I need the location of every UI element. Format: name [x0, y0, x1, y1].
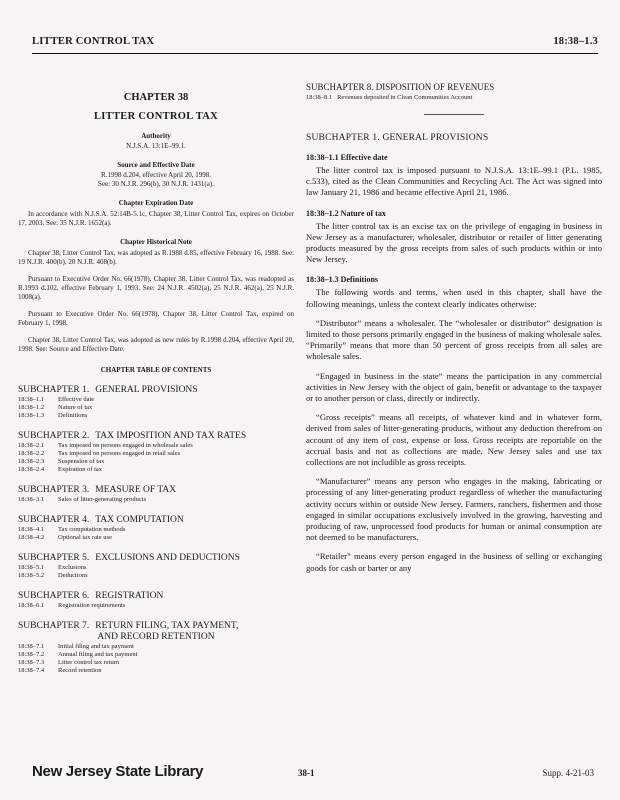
toc-item-title: Revenues deposited in Clean Communities Account	[337, 94, 473, 101]
toc-item	[18, 651, 294, 659]
toc-item-number: 18:38–7.4	[18, 667, 45, 674]
running-head-title: LITTER CONTROL TAX	[32, 36, 155, 47]
toc-item-title: Tax imposed on persons engaged in wholesale sales	[58, 442, 193, 449]
history-notes	[18, 249, 294, 354]
toc-item-number: 18:38–7.2	[18, 651, 45, 658]
toc-item	[18, 667, 294, 675]
toc-item	[18, 466, 294, 474]
toc-subchapter	[18, 553, 294, 564]
history-paragraph: Pursuant to Executive Order No. 66(1978), Chapter 38, Litter Control Tax, was readopted as R.1993 d.102, effective February 1, 1993. See: 24 N.J.R. 4502(a), 25 N.J.R. 462(a), 25 N.J.R. 1008(a).	[18, 275, 294, 301]
toc-item-number: 18:38–2.4	[18, 466, 45, 473]
toc-item-number: 18:38–1.2	[18, 404, 45, 411]
section-heading-1-2: 18:38–1.2 Nature of tax	[306, 208, 386, 218]
section-heading-1-1: 18:38–1.1 Effective date	[306, 153, 388, 162]
library-logo: New Jersey State Library	[32, 763, 204, 780]
toc-item	[18, 396, 294, 404]
section-divider	[424, 114, 484, 115]
toc-subchapter-title: TAX IMPOSITION AND TAX RATES	[95, 431, 247, 441]
toc-item-title: Exclusions	[58, 564, 87, 571]
section-text-1-2: The litter control tax is an excise tax on the privilege of engaging in business in New Jersey as a manufacturer, wholesaler, distributor or retailer of litter generating products measured by the gross receipts from sales of such products within or into New Jersey.	[306, 220, 602, 265]
toc-subchapter	[18, 515, 294, 526]
toc-subchapter-number: SUBCHAPTER 6.	[18, 591, 90, 601]
toc-subchapter-title: TAX COMPUTATION	[95, 515, 184, 525]
toc-subchapter-title: EXCLUSIONS AND DEDUCTIONS	[95, 553, 240, 563]
toc-item	[18, 643, 294, 651]
definition-distributor: “Distributor” means a wholesaler. The “wholesaler or distributor” designation is limited to those persons primarily engaged in the business of making wholesale sales. “Primarily” means that more than 50 percent of gross receipts from all sales are wholesale sales.	[306, 317, 602, 362]
toc-subchapter	[18, 591, 294, 602]
subchapter-8-heading: SUBCHAPTER 8. DISPOSITION OF REVENUES	[306, 82, 495, 92]
history-paragraph: Chapter 38, Litter Control Tax, was adopted as R.1988 d.85, effective February 16, 1988. See: 19 N.J.R. 400(b), 20 N.J.R. 408(b).	[18, 249, 294, 266]
toc-subchapter-title: REGISTRATION	[95, 591, 164, 601]
toc-item	[18, 458, 294, 466]
toc-item	[18, 526, 294, 534]
toc-item-title: Suspension of tax	[58, 458, 105, 465]
history-paragraph: Chapter 38, Litter Control Tax, was adopted as new rules by R.1998 d.204, effective April 20, 1998. See: Source and Effective Date.	[18, 336, 294, 353]
source-line-1: R.1998 d.204, effective April 20, 1998.	[101, 171, 211, 179]
toc-item-number: 18:38–5.1	[18, 564, 45, 571]
definition-retailer: “Retailer” means every person engaged in the business of selling or exchanging goods for cash or barter or any	[306, 551, 602, 573]
definition-gross-receipts: “Gross receipts” means all receipts, of whatever kind and in whatever form, derived from sales of litter-generating products, without any deduction therefrom on account of any item of cost, expense or loss. Gross receipts are reportable on the accrual basis and not as collections are made. New Jersey sales and use tax collections are not includible as gross receipts.	[306, 412, 602, 468]
history-paragraph: Pursuant to Executive Order No. 66(1978), Chapter 38, Litter Control Tax, expired on February 1, 1998.	[18, 310, 294, 327]
toc-subchapter	[18, 485, 294, 496]
subchapter-1-heading: SUBCHAPTER 1. GENERAL PROVISIONS	[306, 133, 489, 143]
authority-heading: Authority	[141, 132, 171, 140]
toc-item-title: Tax computation methods	[58, 526, 126, 533]
definition-engaged-in-business: “Engaged in business in the state” means the participation in any commercial activities in New Jersey with the object of gain, benefit or advantage to the taxpayer or to another person or class, directly or indirectly.	[306, 370, 602, 404]
toc-item	[18, 564, 294, 572]
toc-item-number: 18:38–2.3	[18, 458, 45, 465]
toc-item	[18, 572, 294, 580]
toc-item-number: 18:38–7.3	[18, 659, 45, 666]
section-text-1-1: The litter control tax is imposed pursuant to N.J.S.A. 13:1E–99.1 (P.L. 1985, c.533), cited as the Clean Communities and Recycling Act. The Act was signed into law January 21, 1986 and became effective April 21, 1986.	[306, 165, 602, 198]
toc-item-title: Expiration of tax	[58, 466, 103, 473]
toc-subchapter	[18, 621, 294, 643]
toc-item	[18, 534, 294, 542]
toc-item-number: 18:38–2.2	[18, 450, 45, 457]
running-head	[32, 36, 598, 52]
right-column	[306, 82, 602, 760]
toc-item-number: 18:38–5.2	[18, 572, 45, 579]
toc-item	[18, 659, 294, 667]
toc-subchapter-title: GENERAL PROVISIONS	[95, 385, 198, 395]
toc-item-title: Sales of litter-generating products	[58, 496, 147, 503]
toc-title: CHAPTER TABLE OF CONTENTS	[100, 366, 212, 374]
chapter-title: CHAPTER 38	[123, 92, 189, 103]
toc-item-title: Record retention	[58, 667, 102, 674]
toc-item	[18, 442, 294, 450]
left-column	[18, 82, 294, 760]
toc-subchapter-number: SUBCHAPTER 7.	[18, 621, 90, 631]
toc-item-title: Initial filing and tax payment	[58, 643, 134, 650]
toc-item-number: 18:38–4.1	[18, 526, 45, 533]
toc-subchapter-number: SUBCHAPTER 5.	[18, 553, 90, 563]
authority-text: N.J.S.A. 13:1E–99.1.	[126, 142, 186, 150]
toc-item-title: Definitions	[58, 412, 88, 419]
toc-item-number: 18:38–3.1	[18, 496, 45, 503]
toc-item-title: Annual filing and tax payment	[58, 651, 138, 658]
definitions-intro: The following words and terms, when used in this chapter, shall have the following meanings, unless the context clearly indicates otherwise:	[306, 287, 602, 309]
chapter-name: LITTER CONTROL TAX	[93, 111, 219, 122]
toc-item	[18, 404, 294, 412]
toc-item-title: Registration requirements	[58, 602, 126, 609]
source-heading: Source and Effective Date	[117, 161, 195, 169]
toc-item-number: 18:38–7.1	[18, 643, 45, 650]
toc-subchapter-number: SUBCHAPTER 3.	[18, 485, 90, 495]
history-heading: Chapter Historical Note	[120, 238, 192, 246]
table-of-contents	[18, 385, 294, 675]
toc-item-title: Litter control tax return	[58, 659, 120, 666]
toc-item	[18, 496, 294, 504]
toc-item-number: 18:38–1.1	[18, 396, 45, 403]
page-number: 38-1	[298, 768, 315, 778]
source-line-2: See: 30 N.J.R. 296(b), 30 N.J.R. 1431(a).	[98, 180, 214, 188]
toc-item	[18, 602, 294, 610]
supplement-date: Supp. 4-21-03	[542, 768, 594, 778]
toc-subchapter	[18, 385, 294, 396]
toc-item-title: Effective date	[58, 396, 95, 403]
toc-item	[18, 450, 294, 458]
expiration-text: In accordance with N.J.S.A. 52:14B-5.1c, Chapter 38, Litter Control Tax, expires on October 17, 2003. See: 35 N.J.R. 1652(a).	[18, 210, 294, 227]
running-head-section: 18:38–1.3	[553, 36, 598, 47]
toc-item-title: Deductions	[58, 572, 88, 579]
header-rule	[32, 53, 598, 54]
toc-subchapter-title: RETURN FILING, TAX PAYMENT,	[95, 621, 239, 631]
toc-subchapter-title-cont: AND RECORD RETENTION	[97, 632, 215, 642]
toc-item-number: 18:38–8.1	[306, 94, 333, 101]
toc-subchapter-number: SUBCHAPTER 1.	[18, 385, 90, 395]
toc-item-title: Nature of tax	[58, 404, 93, 411]
toc-item-number: 18:38–2.1	[18, 442, 45, 449]
toc-item-number: 18:38–4.2	[18, 534, 45, 541]
toc-item-number: 18:38–6.1	[18, 602, 45, 609]
toc-subchapter-number: SUBCHAPTER 2.	[18, 431, 90, 441]
section-heading-1-3: 18:38–1.3 Definitions	[306, 275, 378, 285]
toc-subchapter-title: MEASURE OF TAX	[95, 485, 177, 495]
toc-item-title: Tax imposed on persons engaged in retail sales	[58, 450, 181, 457]
expiration-heading: Chapter Expiration Date	[118, 199, 194, 207]
toc-subchapter-number: SUBCHAPTER 4.	[18, 515, 90, 525]
toc-subchapter	[18, 431, 294, 442]
toc-item-number: 18:38–1.3	[18, 412, 45, 419]
toc-item-title: Optional tax rate use	[58, 534, 112, 541]
toc-item	[306, 93, 602, 102]
definition-manufacturer: “Manufacturer” means any person who engages in the making, fabricating or processing of any litter-generating product regardless of whether the manufacturing activity occurs within or outside New Jersey. Farmers, ranchers, fishermen and those engaged in similar occupations exclusively involved in the growing, harvesting and producing of raw, unprocessed food products for human or animal consumption are not deemed to be manufacturers.	[306, 476, 602, 543]
toc-item	[18, 412, 294, 420]
